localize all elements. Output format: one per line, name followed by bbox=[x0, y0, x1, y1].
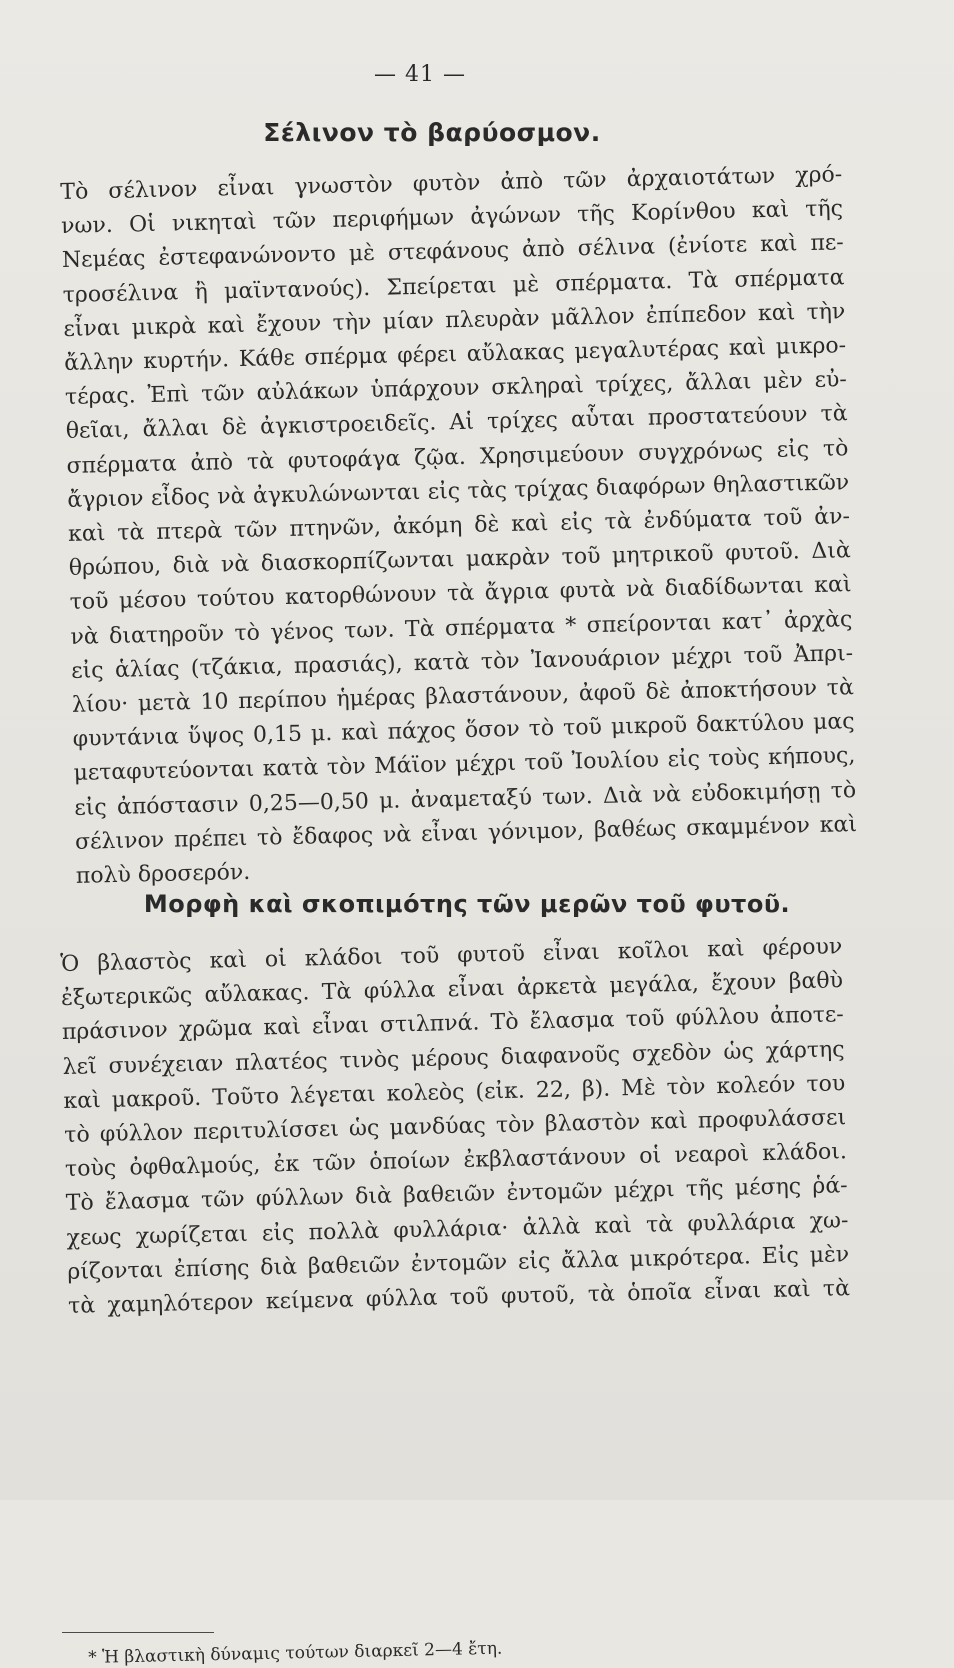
paragraph-celery bbox=[60, 158, 858, 894]
text-line: εἰς ἁλίας (τζάκια, πρασιάς), κατὰ τὸν Ἰανουάριον μέχρι τοῦ Ἀπρι- bbox=[70, 640, 854, 684]
text-line: ἄλλην κυρτήν. Κάθε σπέρμα φέρει αὔλακας μεγαλυτέρας καὶ μικρο- bbox=[63, 333, 847, 376]
text-line: εἰς ἀπόστασιν 0,25—0,50 μ. ἀναμεταξύ των. Διὰ νὰ εὐδοκιμήσῃ τὸ bbox=[74, 777, 857, 821]
footnote-divider bbox=[62, 1632, 214, 1633]
text-line: τὰ χαμηλότερον κείμενα φύλλα τοῦ φυτοῦ, τὰ ὁποῖα εἶναι καὶ τὰ bbox=[67, 1276, 851, 1319]
text-line: Τὸ ἔλασμα τῶν φύλλων διὰ βαθειῶν ἐντομῶν μέχρι τῆς μέσης ῥά- bbox=[65, 1173, 848, 1217]
text-line: θεῖαι, ἄλλαι δὲ ἀγκιστροειδεῖς. Αἱ τρίχες αὗται προστατεύουν τὰ bbox=[65, 401, 848, 445]
text-line: καὶ μακροῦ. Τοῦτο λέγεται κολεὸς (εἰκ. 22, β). Μὲ τὸν κολεόν του bbox=[63, 1071, 846, 1114]
text-line: μεταφυτεύονται κατὰ τὸν Μάϊον μέχρι τοῦ Ἰουλίου εἰς τοὺς κήπους, bbox=[73, 743, 856, 787]
text-line: τέρας. Ἐπὶ τῶν αὐλάκων ὑπάρχουν σκληραὶ τρίχες, ἄλλαι μὲν εὐ- bbox=[64, 367, 848, 411]
text-line: νων. Οἱ νικηταὶ τῶν περιφήμων ἀγώνων τῆς Κορίνθου καὶ τῆς bbox=[60, 196, 844, 240]
text-line: καὶ τὰ πτερὰ τῶν πτηνῶν, ἀκόμη δὲ καὶ εἰς τὰ ἐνδύματα τοῦ ἀν- bbox=[67, 504, 851, 547]
text-line: Νεμέας ἐστεφανώνοντο μὲ στεφάνους ἀπὸ σέλινα (ἐνίοτε καὶ πε- bbox=[61, 230, 845, 274]
text-line: πράσινον χρῶμα καὶ εἶναι στιλπνά. Τὸ ἔλασμα τοῦ φύλλου ἀποτε- bbox=[61, 1002, 845, 1046]
text-line: Τὸ σέλινον εἶναι γνωστὸν φυτὸν ἀπὸ τῶν ἀρχαιοτάτων χρό- bbox=[60, 162, 843, 205]
text-line: λίου· μετὰ 10 περίπου ἡμέρας βλαστάνουν, ἀφοῦ δὲ ἀποκτήσουν τὰ bbox=[71, 675, 855, 718]
text-line: τὸ φύλλον περιτυλίσσει ὡς μανδύας τὸν βλαστὸν καὶ προφυλάσσει bbox=[63, 1105, 847, 1148]
text-line: σπέρματα ἀπὸ τὰ φυτοφάγα ζῷα. Χρησιμεύουν συγχρόνως εἰς τὸ bbox=[66, 435, 849, 479]
page-number: — 41 — bbox=[374, 62, 466, 87]
text-line: χεως χωρίζεται εἰς πολλὰ φυλλάρια· ἀλλὰ καὶ τὰ φυλλάρια χω- bbox=[66, 1207, 849, 1251]
text-line: τοῦ μέσου τούτου κατορθώνουν τὰ ἄγρια φυτὰ νὰ διαδίδωνται καὶ bbox=[69, 572, 852, 616]
footnote: * Ἡ βλαστικὴ δύναμις τούτων διαρκεῖ 2—4 ἔτη. bbox=[88, 1638, 503, 1668]
text-line: θρώπου, διὰ νὰ διασκορπίζωνται μακρὰν τοῦ μητρικοῦ φυτοῦ. Διὰ bbox=[68, 538, 851, 582]
text-line: πολὺ δροσερόν. bbox=[75, 859, 251, 889]
text-line: Ὁ βλαστὸς καὶ οἱ κλάδοι τοῦ φυτοῦ εἶναι κοῖλοι καὶ φέρουν bbox=[60, 934, 843, 977]
text-line: νὰ διατηροῦν τὸ γένος των. Τὰ σπέρματα * σπείρονται κατ᾽ ἀρχὰς bbox=[70, 606, 853, 650]
text-line: τοὺς ὀφθαλμούς, ἐκ τῶν ὁποίων ἐκβλαστάνουν οἱ νεαροὶ κλάδοι. bbox=[64, 1139, 848, 1183]
text-line: σέλινον πρέπει τὸ ἔδαφος νὰ εἶναι γόνιμον, βαθέως σκαμμένον καὶ bbox=[74, 811, 858, 855]
section-heading-celery: Σέλινον τὸ βαρύοσμον. bbox=[263, 118, 601, 147]
text-line: ἄγριον εἶδος νὰ ἀγκυλώνωνται εἰς τὰς τρίχας διαφόρων θηλαστικῶν bbox=[67, 470, 850, 513]
text-line: λεῖ συνέχειαν πλατέος τινὸς μέρους διαφανοῦς σχεδὸν ὡς χάρτης bbox=[62, 1036, 845, 1080]
section-heading-form-purpose: Μορφὴ καὶ σκοπιμότης τῶν μερῶν τοῦ φυτοῦ. bbox=[143, 890, 791, 918]
text-line: εἶναι μικρὰ καὶ ἔχουν τὴν μίαν πλευρὰν μᾶλλον ἐπίπεδον καὶ τὴν bbox=[63, 299, 846, 342]
text-line: ρίζονται ἐπίσης διὰ βαθειῶν ἐντομῶν εἰς ἄλλα μικρότερα. Εἰς μὲν bbox=[67, 1242, 850, 1285]
text-line: ἐξωτερικῶς αὔλακας. Τὰ φύλλα εἶναι ἀρκετὰ μεγάλα, ἔχουν βαθὺ bbox=[60, 968, 844, 1012]
text-line: φυντάνια ὕψος 0,15 μ. καὶ πάχος ὅσον τὸ τοῦ μικροῦ δακτύλου μας bbox=[72, 709, 855, 753]
paragraph-form-purpose bbox=[60, 930, 850, 1324]
text-line: τροσέλινα ἢ μαϊντανούς). Σπείρεται μὲ σπέρματα. Τὰ σπέρματα bbox=[62, 264, 845, 308]
